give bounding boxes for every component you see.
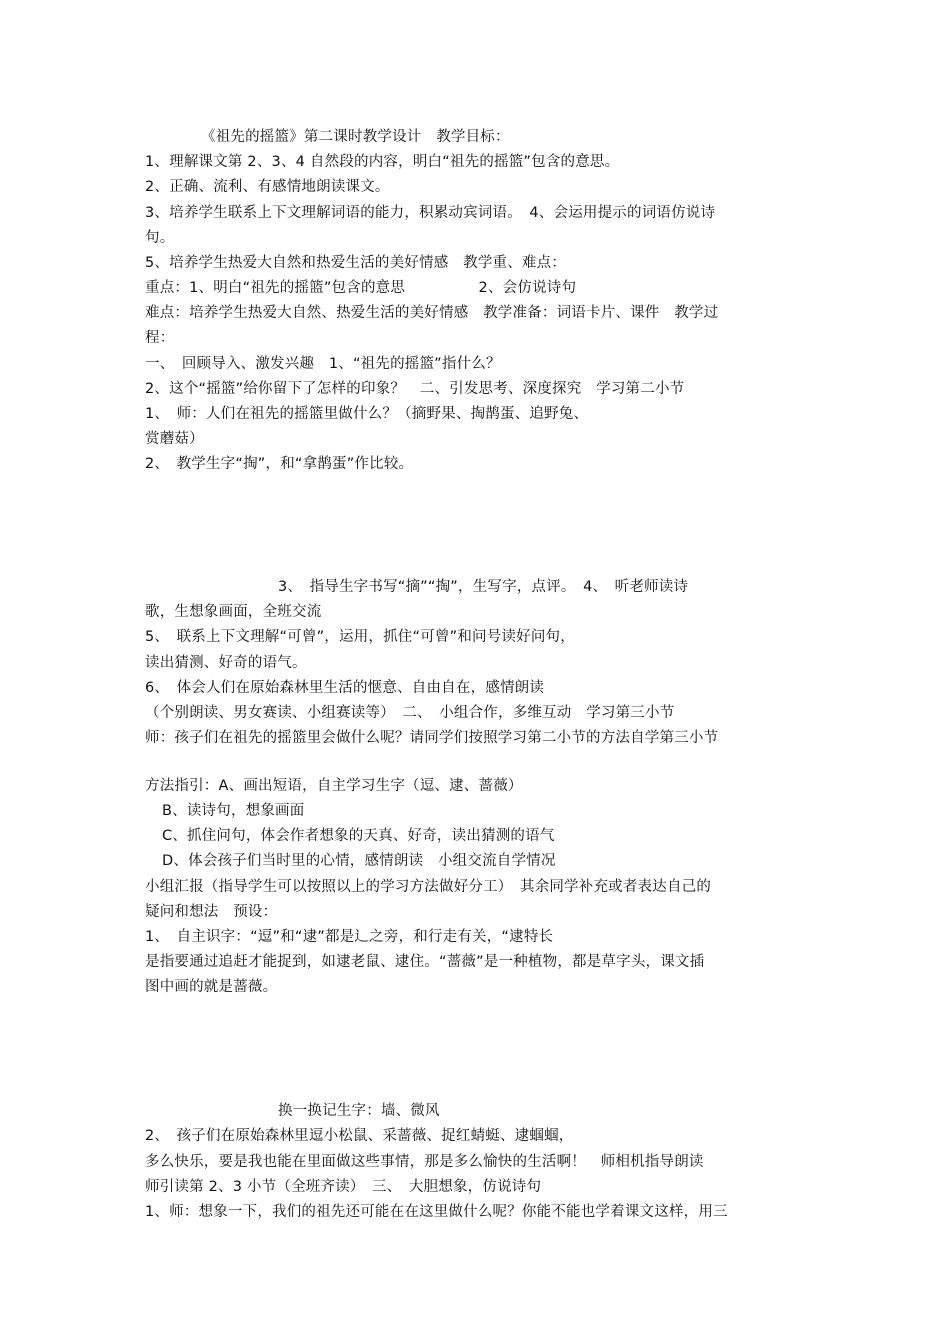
text-line: 小组汇报（指导学生可以按照以上的学习方法做好分工） 其余同学补充或者表达自己的	[145, 879, 712, 895]
text-line: 师引读第 2、3 小节（全班齐读） 三、 大胆想象，仿说诗句	[145, 1179, 542, 1195]
text-line: 程：	[145, 330, 175, 346]
text-line: 读出猜测、好奇的语气。	[145, 655, 307, 671]
text-line: 换一换记生字：墙、微风	[278, 1103, 440, 1119]
text-line: 2、这个“摇篮”给你留下了怎样的印象？ 二、引发思考、深度探究 学习第二小节	[145, 381, 685, 397]
text-line: 多么快乐，要是我也能在里面做这些事情，那是多么愉快的生活啊！ 师相机指导朗读	[145, 1154, 704, 1170]
text-line: 1、师：想象一下，我们的祖先还可能在在这里做什么呢？你能不能也学着课文这样，用三	[145, 1204, 728, 1220]
text-line: 难点：培养学生热爱大自然、热爱生活的美好情感 教学准备：词语卡片、课件 教学过	[145, 305, 719, 321]
text-line: 5、 联系上下文理解“可曾”，运用，抓住“可曾”和问号读好问句，	[145, 629, 575, 645]
text-line: 3、 指导生字书写“摘”“掏”，生写字，点评。 4、 听老师读诗	[278, 579, 689, 595]
text-line: C、抓住问句，体会作者想象的天真、好奇，读出猜测的语气	[162, 828, 555, 844]
text-line: 赏蘑菇）	[145, 431, 204, 447]
text-line: 3、培养学生联系上下文理解词语的能力，积累动宾词语。 4、会运用提示的词语仿说诗	[145, 205, 716, 221]
doc-title-line: 《祖先的摇篮》第二课时教学设计 教学目标：	[201, 129, 510, 145]
text-line: 句。	[145, 230, 175, 246]
text-line: 歌，生想象画面，全班交流	[145, 604, 322, 620]
text-line: 6、 体会人们在原始森林里生活的惬意、自由自在，感情朗读	[145, 680, 545, 696]
text-line: （个别朗读、男女赛读、小组赛读等） 二、 小组合作，多维互动 学习第三小节	[145, 705, 675, 721]
text-line: 是指要通过追赶才能捉到，如逮老鼠、逮住。“蔷薇”是一种植物，都是草字头，课文插	[145, 954, 705, 970]
text-line: 重点：1、明白“祖先的摇篮”包含的意思 2、会仿说诗句	[145, 280, 577, 296]
text-line: 2、 孩子们在原始森林里逗小松鼠、采蔷薇、捉红蜻蜓、逮蝈蝈，	[145, 1128, 574, 1144]
text-line: 一、 回顾导入、激发兴趣 1、“祖先的摇篮”指什么？	[145, 356, 501, 372]
text-line: 图中画的就是蔷薇。	[145, 979, 278, 995]
text-line: 方法指引：A、画出短语，自主学习生字（逗、逮、蔷薇）	[145, 778, 523, 794]
text-line: D、体会孩子们当时里的心情，感情朗读 小组交流自学情况	[162, 853, 556, 869]
text-line: 1、 师：人们在祖先的摇篮里做什么？（摘野果、掏鹊蛋、追野兔、	[145, 406, 589, 422]
text-line: 疑问和想法 预设：	[145, 904, 278, 920]
text-line: 2、 教学生字“掏”，和“拿鹊蛋”作比较。	[145, 456, 414, 472]
text-line: 1、 自主识字：“逗”和“逮”都是辶之旁，和行走有关，“逮特长	[145, 929, 554, 945]
text-line: 2、正确、流利、有感情地朗读课文。	[145, 179, 390, 195]
text-line: 师：孩子们在祖先的摇篮里会做什么呢？请同学们按照学习第二小节的方法自学第三小节	[145, 730, 719, 746]
text-line: 1、理解课文第 2、3、4 自然段的内容，明白“祖先的摇篮”包含的意思。	[145, 154, 620, 170]
text-line: B、读诗句，想象画面	[162, 803, 305, 819]
text-line: 5、培养学生热爱大自然和热爱生活的美好情感 教学重、难点：	[145, 255, 567, 271]
